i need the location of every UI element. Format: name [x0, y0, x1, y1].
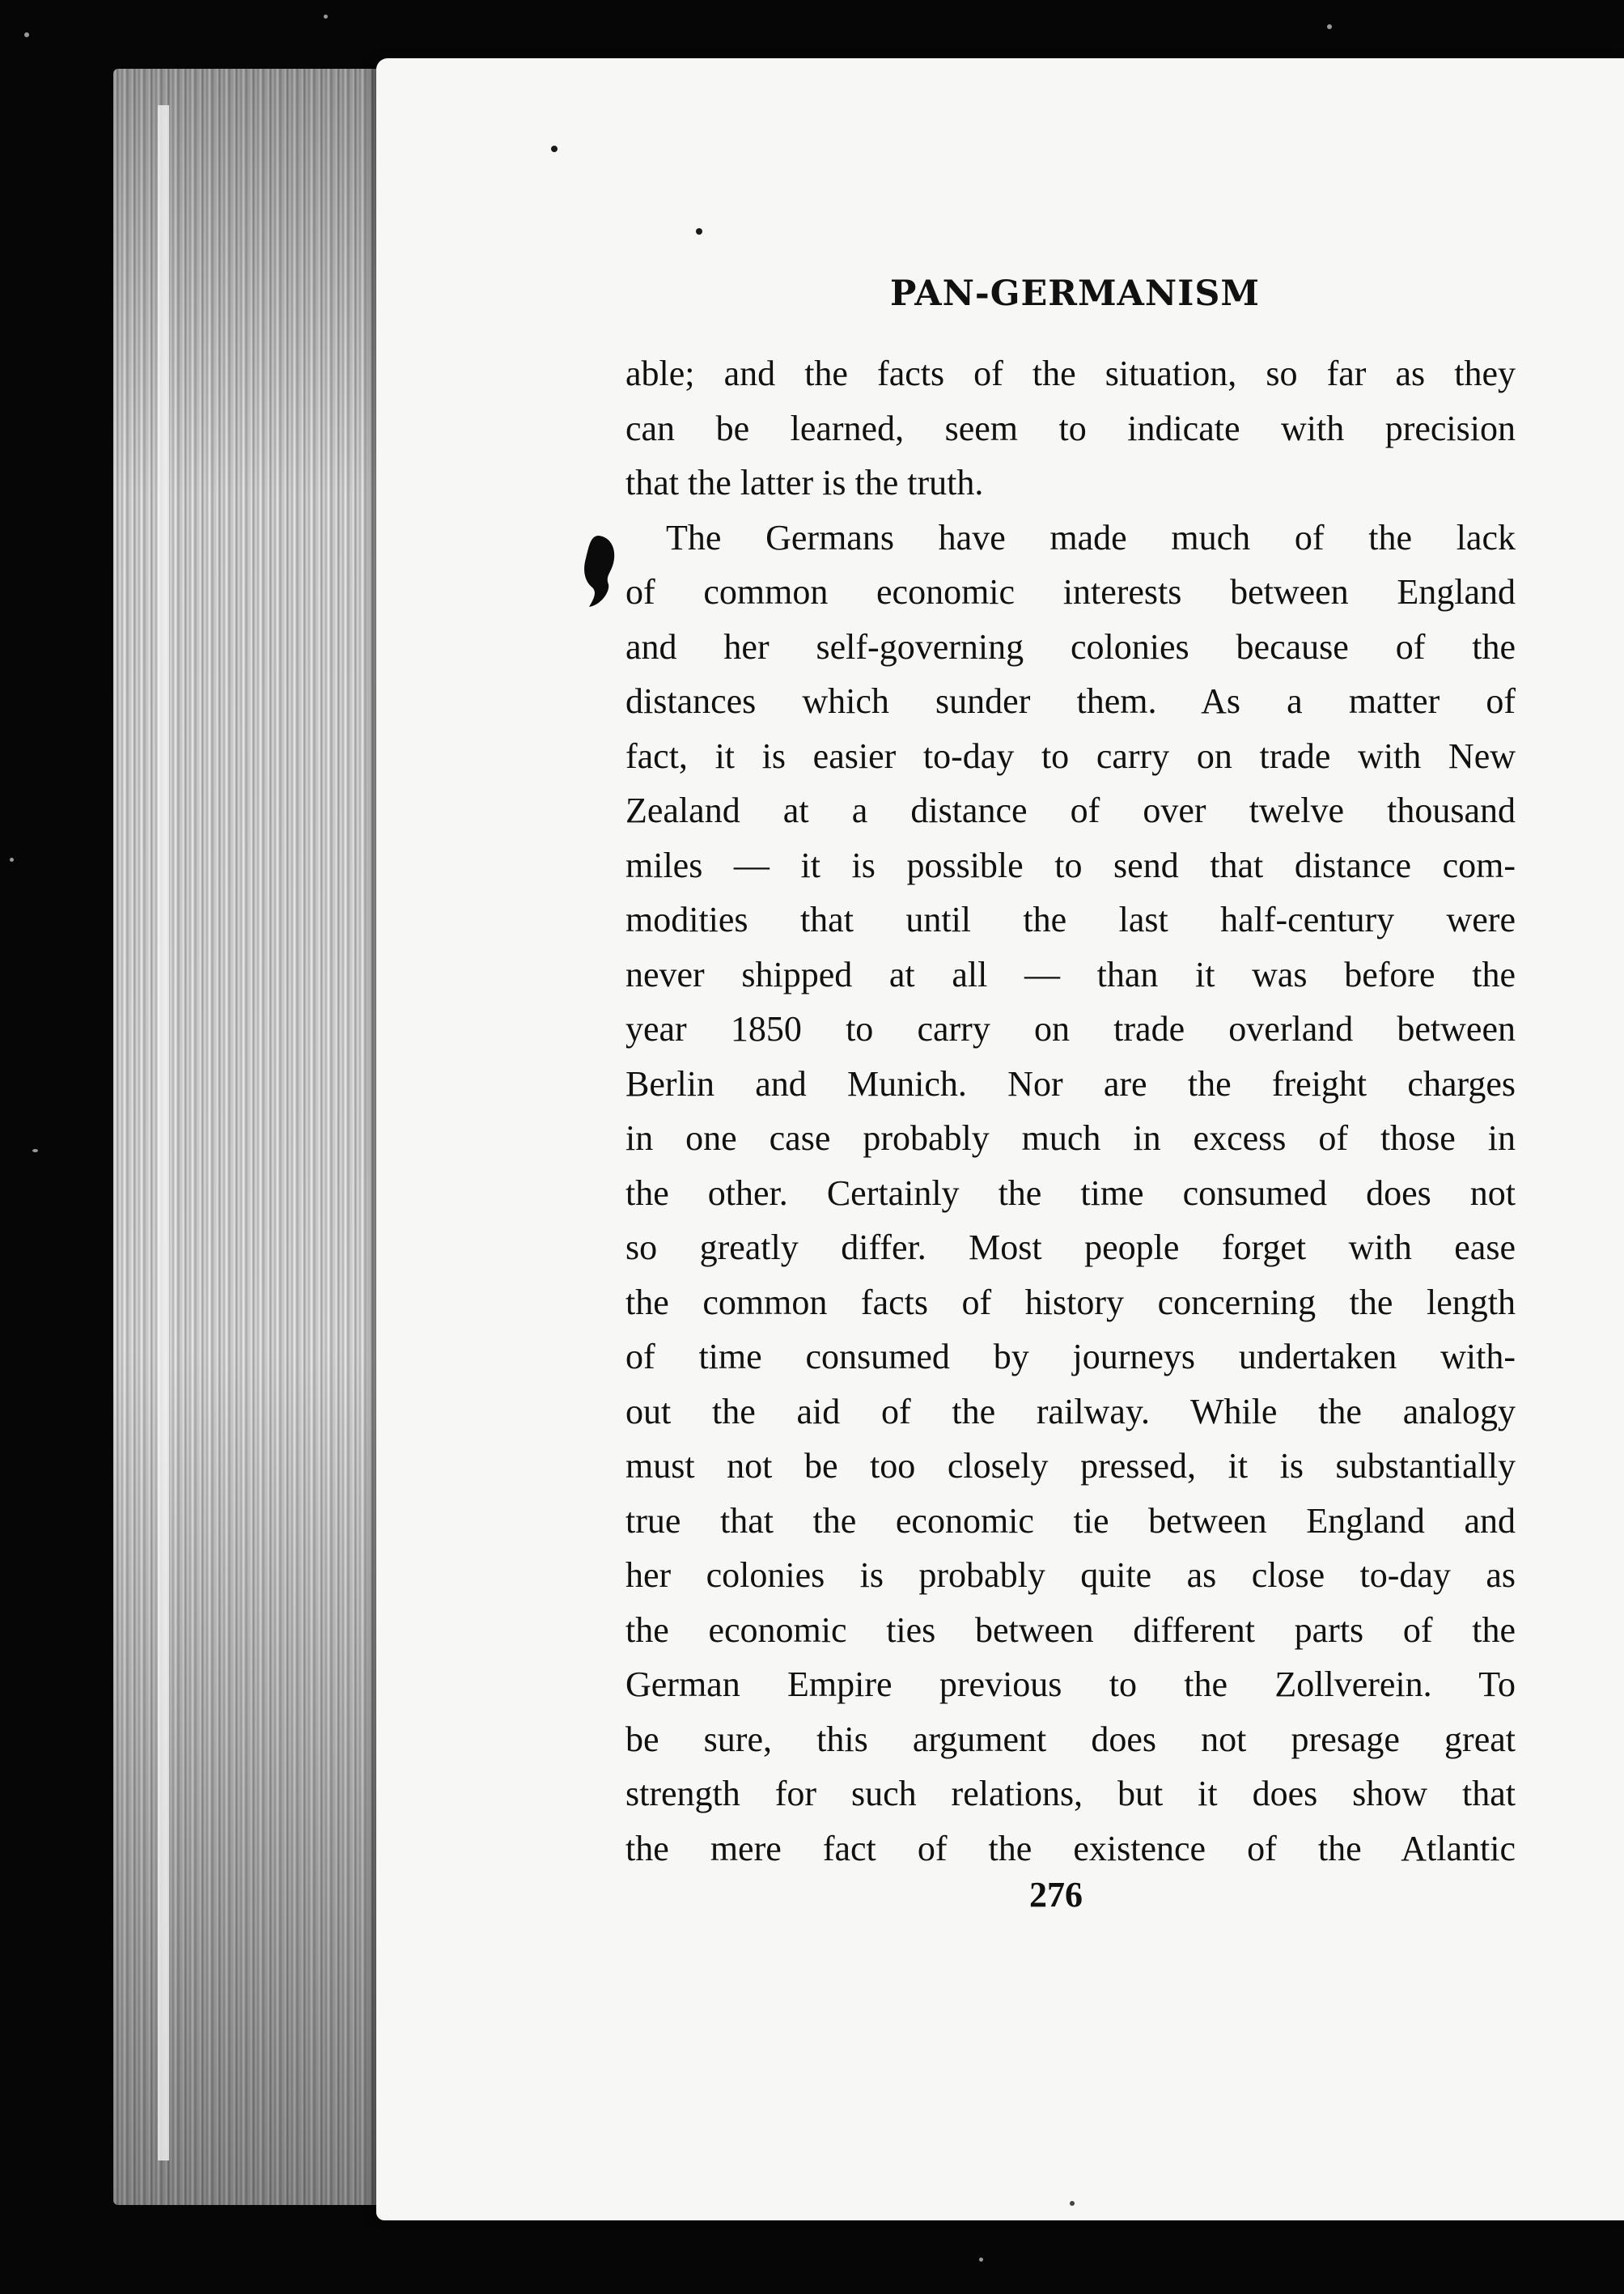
text-line: never shipped at all — than it was before the: [625, 954, 1516, 994]
text-line: miles — it is possible to send that distance com-: [625, 845, 1516, 885]
dust-speck: [24, 32, 29, 37]
text-line: strength for such relations, but it does show that: [625, 1774, 1516, 1813]
text-line: so greatly differ. Most people forget with ease: [625, 1228, 1516, 1267]
ink-fleck: [1070, 2201, 1075, 2206]
text-line: the mere fact of the existence of the Atlantic: [625, 1828, 1516, 1868]
text-line: distances which sunder them. As a matter of: [625, 681, 1516, 721]
running-head: PAN-GERMANISM: [890, 273, 1260, 314]
dust-speck: [1327, 24, 1332, 29]
text-line: The Germans have made much of the lack: [666, 517, 1516, 558]
ink-dot: [551, 146, 558, 152]
text-line: and her self-governing colonies because of the: [625, 626, 1516, 667]
text-line: that the latter is the truth.: [625, 463, 984, 502]
dust-speck: [979, 2258, 983, 2262]
text-line: of time consumed by journeys undertaken with-: [625, 1337, 1516, 1376]
page-edge-highlight: [158, 105, 169, 2160]
text-line: able; and the facts of the situation, so far as they: [625, 354, 1516, 393]
dust-speck: [32, 1149, 38, 1152]
page-number: 276: [1029, 1875, 1083, 1914]
text-line: of common economic interests between England: [625, 572, 1516, 612]
text-line: Zealand at a distance of over twelve thousand: [625, 791, 1516, 830]
text-line: in one case probably much in excess of those in: [625, 1118, 1516, 1158]
text-line: her colonies is probably quite as close to-day as: [625, 1555, 1516, 1595]
text-line: the economic ties between different parts of the: [625, 1609, 1516, 1650]
book-page-edges: [113, 69, 380, 2205]
ink-dot: [696, 228, 702, 235]
text-line: year 1850 to carry on trade overland between: [625, 1009, 1516, 1049]
dust-speck: [324, 15, 328, 19]
text-line: fact, it is easier to-day to carry on trade with New: [625, 736, 1516, 776]
text-line: must not be too closely pressed, it is substantially: [625, 1446, 1516, 1486]
text-line: German Empire previous to the Zollverein. To: [625, 1664, 1516, 1704]
text-line: the other. Certainly the time consumed does not: [625, 1172, 1516, 1213]
text-line: can be learned, seem to indicate with precision: [625, 408, 1516, 448]
dust-speck: [10, 858, 14, 862]
ink-blot: [581, 534, 618, 608]
text-line: the common facts of history concerning the length: [625, 1282, 1516, 1322]
text-line: out the aid of the railway. While the analogy: [625, 1391, 1516, 1431]
text-line: Berlin and Munich. Nor are the freight charges: [625, 1063, 1516, 1104]
text-line: be sure, this argument does not presage great: [625, 1719, 1516, 1759]
body-text: [625, 346, 1516, 1876]
text-line: true that the economic tie between England and: [625, 1500, 1516, 1541]
text-line: modities that until the last half-century were: [625, 900, 1516, 939]
